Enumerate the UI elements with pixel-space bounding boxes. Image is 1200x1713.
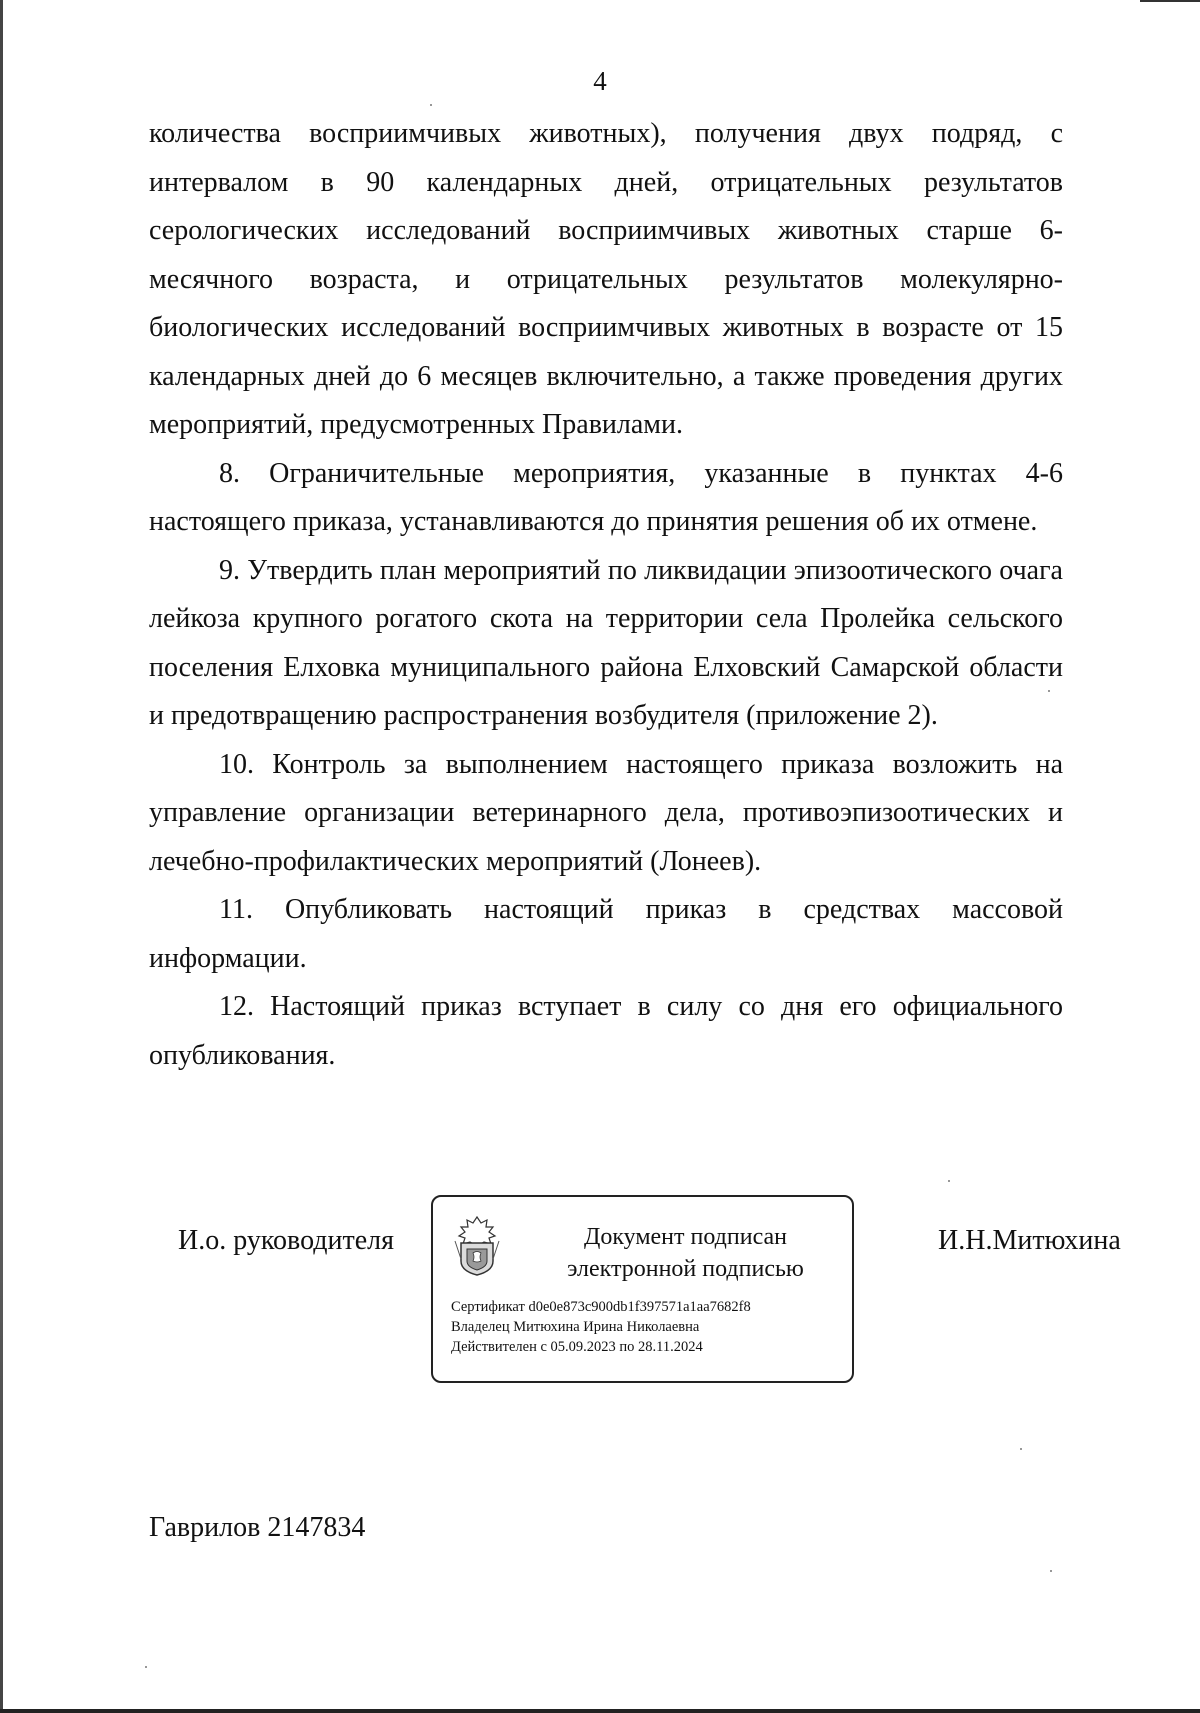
stamp-title-line1: Документ подписан (583, 1224, 788, 1250)
page-number: 4 (593, 66, 607, 96)
stamp-validity: Действителен с 05.09.2023 по 28.11.2024 (451, 1339, 703, 1355)
scan-top-edge (1140, 0, 1200, 2)
paragraph-continuation: количества восприимчивых животных), получения двух подряд, с интервалом в 90 календарных дней, отрицательных результатов серологических исследований восприимчивых животных старше 6-месячного возраста, и отрицательных результатов молекулярно-биологических исследований восприимчивых животных в возрасте от 15 календарных дней до 6 месяцев включительно, а также проведения других мероприятий, предусмотренных Правилами. (149, 118, 1063, 440)
paragraph-item-10: 10. Контроль за выполнением настоящего приказа возложить на управление организации ветеринарного дела, противоэпизоотических и лечебно-профилактических мероприятий (Лонеев). (149, 748, 1063, 877)
scan-speck (430, 104, 432, 106)
stamp-certificate: Сертификат d0e0e873c900db1f397571a1aa7682f8 (451, 1299, 751, 1315)
scan-speck (145, 1666, 147, 1668)
paragraph-item-12: 12. Настоящий приказ вступает в силу со дня его официального опубликования. (149, 991, 1063, 1071)
paragraph-item-11: 11. Опубликовать настоящий приказ в средствах массовой информации. (149, 894, 1063, 974)
signatory-position: И.о. руководителя (178, 1225, 395, 1256)
signatory-name: И.Н.Митюхина (938, 1225, 1121, 1256)
stamp-owner: Владелец Митюхина Ирина Николаевна (451, 1319, 700, 1335)
executor-note: Гаврилов 2147834 (149, 1512, 366, 1543)
coat-of-arms-icon (451, 1215, 503, 1277)
scan-bottom-edge (0, 1709, 1200, 1713)
stamp-details (451, 1297, 751, 1357)
stamp-title (533, 1221, 838, 1285)
scan-left-edge (0, 0, 3, 1713)
paragraph-item-8: 8. Ограничительные мероприятия, указанные в пунктах 4-6 настоящего приказа, устанавливаются до принятия решения об их отмене. (149, 457, 1063, 537)
scan-speck (1048, 690, 1050, 692)
scan-speck (948, 1180, 950, 1182)
paragraph-item-9: 9. Утвердить план мероприятий по ликвидации эпизоотического очага лейкоза крупного рогатого скота на территории села Пролейка сельского поселения Елховка муниципального района Елховский Самарской области и предотвращению распространения возбудителя (приложение 2). (149, 554, 1063, 731)
scan-speck (1020, 1448, 1022, 1450)
electronic-signature-stamp (431, 1195, 854, 1383)
stamp-title-line2: электронной подписью (567, 1256, 804, 1282)
scan-speck (1050, 1570, 1052, 1572)
document-body (149, 110, 1063, 1080)
